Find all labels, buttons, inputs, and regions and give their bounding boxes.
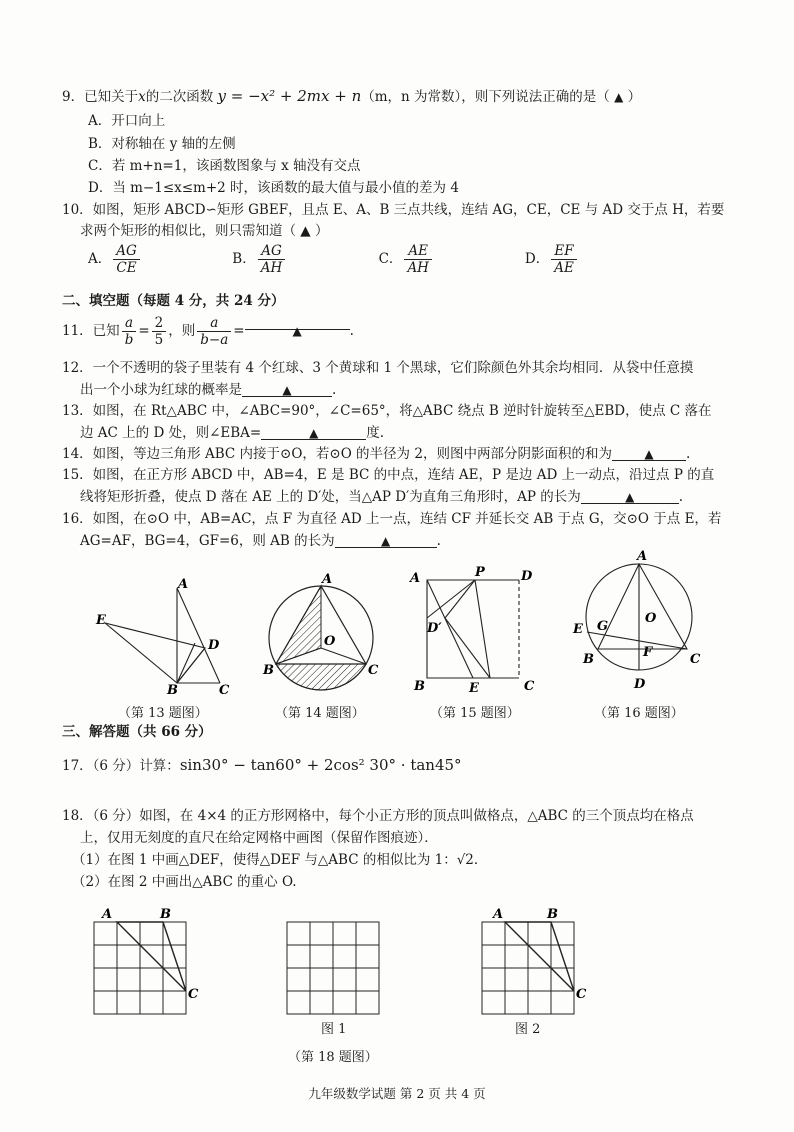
fig16-label-a: A [637, 549, 648, 564]
q9-option-b: B．对称轴在 y 轴的左侧 [88, 136, 236, 152]
q16-line1: 16．如图，在⊙O 中，AB=AC，点 F 为直径 AD 上一点，连结 CF 并延长交 AB 于点 G，交⊙O 于点 E，若 [62, 511, 722, 527]
fig18-caption: （第 18 题图） [288, 1050, 378, 1065]
figure-16 [586, 564, 692, 670]
fig13-caption: （第 13 题图） [118, 706, 208, 721]
fig14-caption: （第 14 题图） [275, 706, 365, 721]
q10-frac-d: $\frac{EF}{AE}$ [551, 243, 577, 276]
fig16-label-o: O [645, 611, 657, 626]
grid-original-triangle [117, 922, 186, 991]
fig14-label-a: A [322, 572, 333, 587]
q11: 11．已知 $\frac{a}{b}$ = $\frac{2}{5}$ ，则 $\frac{a}{b-a}$ = ▲ . [62, 315, 354, 348]
q15-answer-blank[interactable]: ▲ [581, 487, 679, 504]
q10-frac-b: $\frac{AG}{AH}$ [258, 243, 286, 276]
q14-answer-blank[interactable]: ▲ [612, 444, 686, 461]
q10-option-d: D． $\frac{EF}{AE}$ [525, 243, 645, 276]
q10-line2: 求两个矩形的相似比，则只需知道（ ▲ ） [80, 223, 329, 239]
fig13-label-e: E [96, 613, 106, 628]
fig14-label-o: O [324, 634, 336, 649]
grid-label-c: C [188, 987, 199, 1002]
q16-answer-blank[interactable]: ▲ [335, 531, 437, 548]
q18-line2: 上，仅用无刻度的直尺在给定网格中画图（保留作图痕迹）． [80, 830, 438, 846]
q9-stem: 9．已知关于x的二次函数 y = −x² + 2mx + n（m，n 为常数），则下列说法正确的是（ ▲ ） [62, 87, 642, 105]
fig15-caption: （第 15 题图） [430, 706, 520, 721]
fig15-label-e: E [469, 681, 479, 696]
q18-sub2: （2）在图 2 中画出△ABC 的重心 O. [72, 874, 297, 890]
q9-option-a: A．开口向上 [88, 113, 166, 129]
q15-line1: 15．如图，在正方形 ABCD 中，AB=4，E 是 BC 的中点，连结 AE，P 是边 AD 上一动点，沿过点 P 的直 [62, 467, 715, 483]
grid-original [94, 922, 186, 1014]
q10-option-a: A． $\frac{AG}{CE}$ [88, 243, 228, 276]
section-3-heading: 三、解答题（共 66 分） [62, 724, 212, 740]
q9-option-d: D．当 m−1≤x≤m+2 时，该函数的最大值与最小值的差为 4 [88, 180, 459, 196]
q13-answer-blank[interactable]: ▲ [261, 423, 366, 440]
q9-option-c: C．若 m+n=1，该函数图象与 x 轴没有交点 [88, 158, 361, 174]
q10-options [88, 243, 645, 276]
q13-line1: 13．如图，在 Rt△ABC 中，∠ABC=90°，∠C=65°，将△ABC 绕点 B 逆时针旋转至△EBD，使点 C 落在 [62, 403, 712, 419]
q14: 14．如图，等边三角形 ABC 内接于⊙O，若⊙O 的半径为 2，则图中两部分阴影面积的和为 ▲ . [62, 446, 691, 462]
fig15-label-d-prime: D′ [427, 621, 442, 636]
q18-sub1: （1）在图 1 中画△DEF，使得△DEF 与△ABC 的相似比为 1：√2． [72, 852, 488, 868]
q18-line1: 18．（6 分）如图，在 4×4 的正方形网格中，每个小正方形的顶点叫做格点，△ABC 的三个顶点均在格点 [62, 808, 694, 824]
grid-figure-1[interactable] [287, 922, 379, 1014]
figures-row [0, 548, 794, 708]
fig14-label-b: B [263, 663, 274, 678]
page-footer: 九年级数学试题 第 2 页 共 4 页 [308, 1086, 486, 1101]
grid-2-triangle [505, 922, 574, 991]
grid-label-b: B [160, 907, 171, 922]
fig15-label-b: B [414, 679, 425, 694]
q15-line2: 线将矩形折叠，使点 D 落在 AE 上的 D′处，当△AP D′为直角三角形时，AP 的长为 ▲ . [80, 489, 684, 505]
fig13-label-c: C [219, 683, 230, 698]
fig14-shaded-segment [276, 664, 366, 690]
fig16-label-e: E [573, 622, 583, 637]
q10-option-b: B． $\frac{AG}{AH}$ [232, 243, 374, 276]
q11-answer-blank[interactable]: ▲ [245, 313, 350, 330]
grid-caption-2: 图 2 [515, 1022, 541, 1037]
q16-line2: AG=AF，BG=4，GF=6，则 AB 的长为 ▲ . [80, 533, 441, 549]
q10-line1: 10．如图，矩形 ABCD∽矩形 GBEF，且点 E、A、B 三点共线，连结 AG，CE，CE 与 AD 交于点 H，若要 [62, 202, 725, 218]
q18-grids [0, 900, 794, 1040]
q10-frac-a: $\frac{AG}{CE}$ [113, 243, 140, 276]
fig13-label-a: A [178, 577, 189, 592]
grid-figure-2[interactable] [482, 922, 574, 1014]
grid-caption-1: 图 1 [321, 1022, 347, 1037]
q13-line2: 边 AC 上的 D 处，则∠EBA= ▲ 度. [80, 425, 385, 441]
fig16-caption: （第 16 题图） [594, 706, 684, 721]
fig13-label-d: D [208, 638, 220, 653]
q12-answer-blank[interactable]: ▲ [242, 380, 332, 397]
fig16-label-d: D [634, 677, 646, 692]
q10-frac-c: $\frac{AE}{AH}$ [404, 243, 432, 276]
q10-option-c: C． $\frac{AE}{AH}$ [379, 243, 521, 276]
q12-line1: 12．一个不透明的袋子里装有 4 个红球、3 个黄球和 1 个黑球，它们除颜色外其余均相同．从袋中任意摸 [62, 360, 694, 376]
fig15-label-a: A [410, 571, 421, 586]
fig13-label-b: B [167, 683, 178, 698]
fig15-label-d: D [521, 569, 533, 584]
fig16-label-f: F [643, 645, 653, 660]
fig16-label-c: C [690, 652, 701, 667]
fig16-label-b: B [583, 652, 594, 667]
figure-13 [105, 588, 220, 683]
fig15-label-p: P [475, 565, 485, 580]
section-2-heading: 二、填空题（每题 4 分，共 24 分） [62, 293, 285, 309]
fig15-label-c: C [524, 679, 535, 694]
q17: 17．（6 分）计算：sin30° − tan60° + 2cos² 30° · tan45° [62, 756, 462, 774]
fig16-label-g: G [597, 619, 609, 634]
grid-label-a: A [102, 907, 113, 922]
figure-14 [269, 586, 373, 690]
fig14-label-c: C [368, 663, 379, 678]
grid2-label-a: A [493, 907, 504, 922]
q9-formula: y = −x² + 2mx + n [217, 87, 362, 105]
q17-expression: sin30° − tan60° + 2cos² 30° · tan45° [179, 756, 462, 774]
grid2-label-c: C [576, 987, 587, 1002]
grid2-label-b: B [547, 907, 558, 922]
q12-line2: 出一个小球为红球的概率是 ▲ . [80, 382, 337, 398]
